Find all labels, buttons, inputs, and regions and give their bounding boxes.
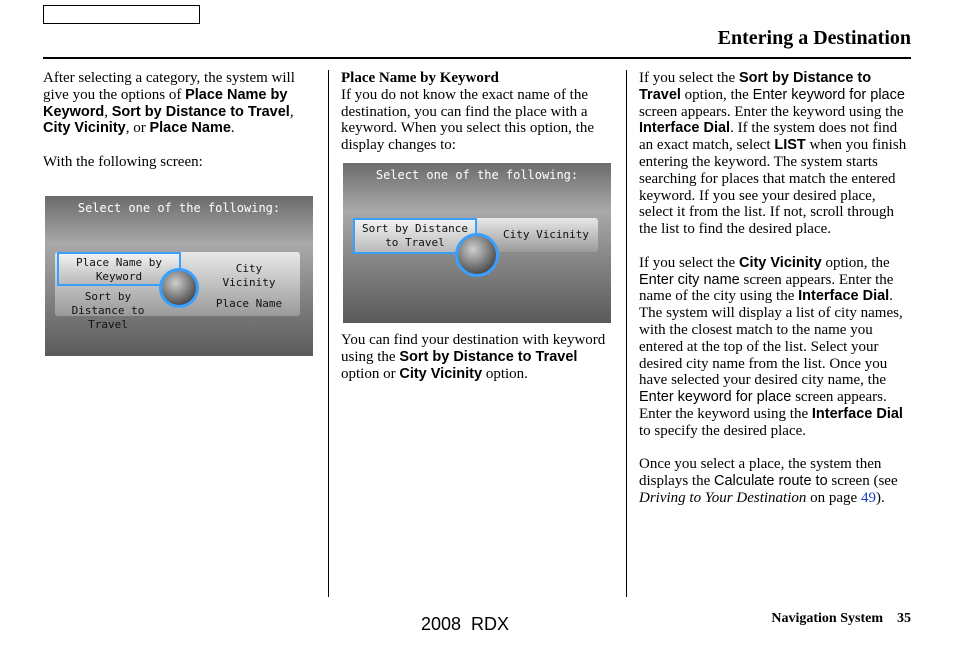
nav-screen-1	[45, 196, 313, 356]
screen-option-sort-distance[interactable]: Sort by Distance to Travel	[71, 290, 145, 331]
cross-reference-title: Driving to Your Destination	[639, 489, 807, 506]
header-rule	[43, 57, 911, 59]
column-2	[341, 70, 613, 171]
screen-heading: Select one of the following:	[77, 201, 281, 215]
section-heading: Place Name by Keyword	[341, 70, 499, 86]
city-vicinity-paragraph	[639, 255, 911, 440]
keyword-paragraph: If you do not know the exact name of the destination, you can find the place with a keyword. When you select this option, the display changes to:	[341, 86, 595, 154]
text: screen appears. Enter the keyword using the	[639, 103, 904, 120]
separator: ,	[104, 103, 112, 120]
screen-name: Enter keyword for place	[752, 86, 905, 103]
separator: , or	[125, 120, 150, 137]
separator: ,	[289, 103, 294, 120]
text: option or	[341, 365, 400, 382]
screen-name: Enter keyword for place	[639, 389, 792, 406]
screen-option-city[interactable]: City Vicinity	[502, 228, 590, 241]
nav-screen-2	[343, 163, 611, 323]
option-city-vicinity: City Vicinity	[399, 365, 483, 382]
text: option.	[482, 365, 528, 382]
interface-dial-term: Interface Dial	[798, 288, 890, 305]
screen-heading: Select one of the following:	[375, 168, 579, 182]
column-divider	[328, 70, 329, 597]
calculate-route-paragraph	[639, 456, 911, 506]
following-screen-text: With the following screen:	[43, 153, 203, 170]
text: . The system will display a list of city names, with the closest match to the name you entered at the top of the list. Select your desired city name from the list. Once you have selected your desired city name, the	[639, 288, 903, 389]
text: when you finish entering the keyword. The system starts searching for places that match the entered keyword. If you see your desired place, select it from the list. If not, scroll through the list to find the desired place.	[639, 137, 907, 238]
text: If you select the	[639, 70, 739, 86]
text: ).	[875, 489, 885, 506]
option-place-name: Place Name	[149, 120, 231, 137]
interface-dial-icon	[455, 233, 499, 277]
interface-dial-term: Interface Dial	[639, 120, 731, 137]
header-tab-box	[43, 5, 200, 24]
text: option, the	[821, 254, 890, 271]
text: to specify the desired place.	[639, 422, 807, 439]
screen-name: Enter city name	[639, 271, 740, 288]
screen-option-place-keyword[interactable]: Place Name by Keyword	[57, 252, 181, 286]
screen-option-city[interactable]: City Vicinity	[222, 262, 276, 289]
text: option, the	[680, 86, 753, 103]
footer-section-label: Navigation System	[771, 611, 883, 626]
column-divider	[626, 70, 627, 597]
find-destination-paragraph	[341, 332, 613, 382]
column-2-lower	[341, 332, 613, 399]
text: on page	[806, 489, 861, 506]
option-sort-distance: Sort by Distance to Travel	[639, 70, 872, 103]
screen-option-place-name[interactable]: Place Name	[215, 297, 283, 310]
intro-text: After selecting a category, the system will give you the options of	[43, 70, 295, 103]
option-city-vicinity: City Vicinity	[43, 120, 126, 137]
sort-distance-paragraph	[639, 70, 911, 238]
option-place-keyword: Place Name by Keyword	[43, 86, 288, 120]
text: screen appears. Enter the name of the city using the	[639, 271, 894, 305]
footer-section	[771, 611, 911, 627]
page-link[interactable]: 49	[860, 489, 876, 506]
footer-model: 2008 RDX	[421, 614, 510, 634]
list-term: LIST	[774, 137, 806, 154]
screen-name: Calculate route to	[714, 473, 828, 490]
text: screen (see	[827, 473, 898, 490]
column-1	[43, 70, 313, 188]
option-city-vicinity: City Vicinity	[738, 254, 822, 271]
text: . If the system does not find an exact match, select	[639, 120, 898, 154]
text: If you select the	[639, 254, 739, 271]
column-3	[639, 70, 911, 524]
option-sort-distance: Sort by Distance to Travel	[111, 103, 290, 120]
interface-dial-icon	[159, 268, 199, 308]
period: .	[230, 120, 235, 137]
option-sort-distance: Sort by Distance to Travel	[399, 348, 578, 365]
interface-dial-term: Interface Dial	[811, 405, 903, 422]
screen-option-sort-distance[interactable]: Sort by Distance to Travel	[353, 218, 477, 254]
intro-paragraph	[43, 70, 313, 137]
text: Once you select a place, the system then displays the	[639, 456, 882, 490]
text: screen appears. Enter the keyword using the	[639, 389, 887, 422]
page-title: Entering a Destination	[717, 27, 911, 49]
text: You can find your destination with keyword using the	[341, 332, 606, 365]
page-number: 35	[897, 611, 911, 626]
